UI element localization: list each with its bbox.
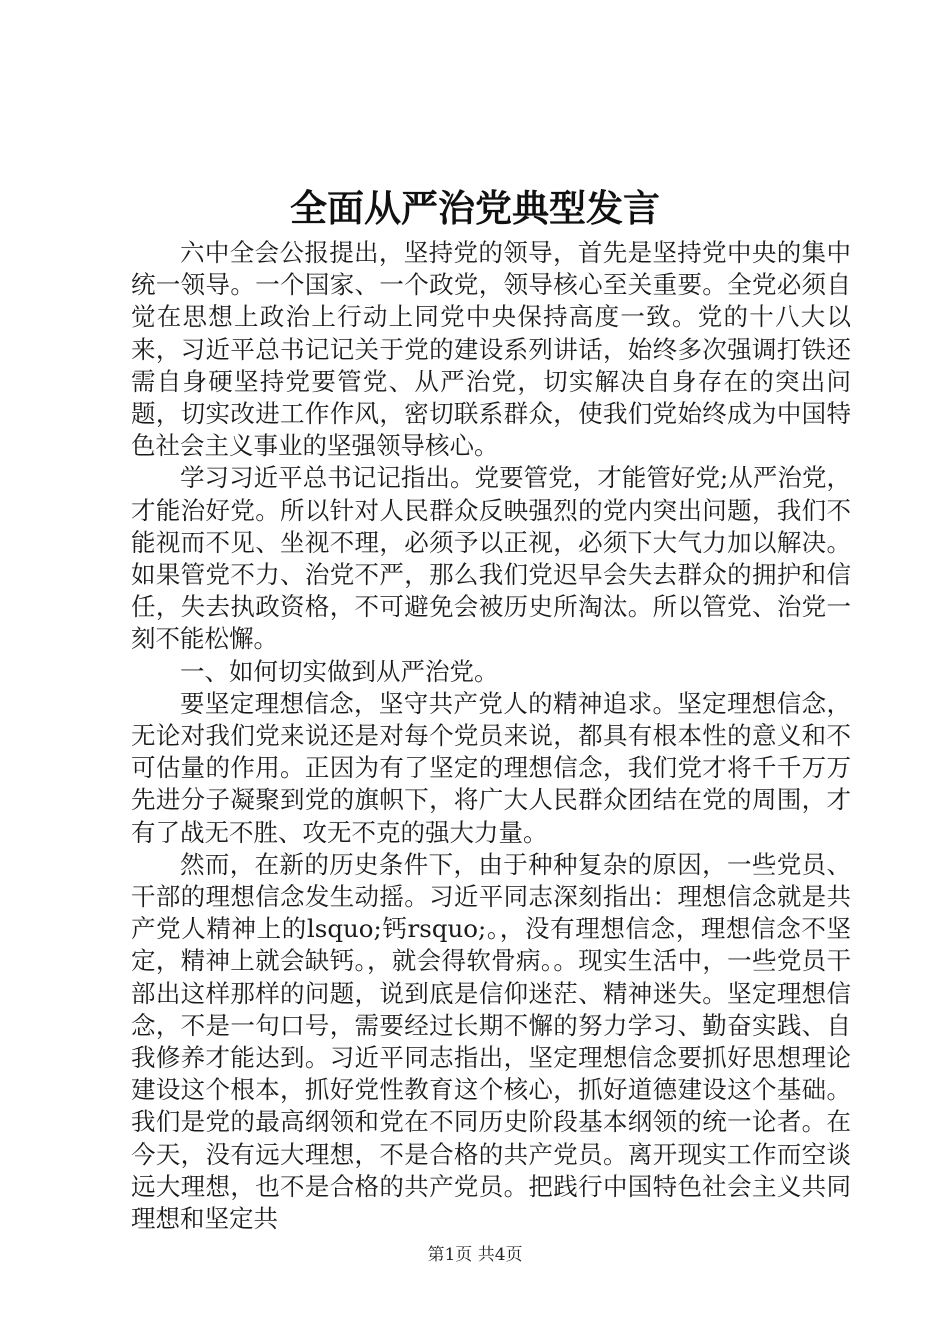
page-number-footer: 第1页 共4页 [427, 1245, 523, 1265]
document-body [131, 237, 851, 1235]
paragraph: 然而，在新的历史条件下，由于种种复杂的原因，一些党员、干部的理想信念发生动摇。习近平同志深刻指出：理想信念就是共产党人精神上的lsquo;钙rsquo;。，没有理想信念，理想信念不坚定，精神上就会缺钙。，就会得软骨病。。现实生活中，一些党员干部出这样那样的问题，说到底是信仰迷茫、精神迷失。坚定理想信念，不是一句口号，需要经过长期不懈的努力学习、勤奋实践、自我修养才能达到。习近平同志指出，坚定理想信念要抓好思想理论建设这个根本，抓好党性教育这个核心，抓好道德建设这个基础。我们是党的最高纲领和党在不同历史阶段基本纲领的统一论者。在今天，没有远大理想，不是合格的共产党员。离开现实工作而空谈远大理想，也不是合格的共产党员。把践行中国特色社会主义共同理想和坚定共 [131, 849, 851, 1234]
paragraph: 学习习近平总书记记指出。党要管党，才能管好党;从严治党，才能治好党。所以针对人民群众反映强烈的党内突出问题，我们不能视而不见、坐视不理，必须予以正视，必须下大气力加以解决。如果管党不力、治党不严，那么我们党迟早会失去群众的拥护和信任，失去执政资格，不可避免会被历史所淘汰。所以管党、治党一刻不能松懈。 [131, 463, 851, 654]
section-heading: 一、如何切实做到从严治党。 [180, 656, 499, 686]
paragraph: 六中全会公报提出，坚持党的领导，首先是坚持党中央的集中统一领导。一个国家、一个政党，领导核心至关重要。全党必须自觉在思想上政治上行动上同党中央保持高度一致。党的十八大以来，习近平总书记记关于党的建设系列讲话，始终多次强调打铁还需自身硬坚持党要管党、从严治党，切实解决自身存在的突出问题，切实改进工作作风，密切联系群众，使我们党始终成为中国特色社会主义事业的坚强领导核心。 [131, 238, 851, 461]
document-title: 全面从严治党典型发言 [290, 186, 660, 230]
paragraph: 要坚定理想信念，坚守共产党人的精神追求。坚定理想信念，无论对我们党来说还是对每个党员来说，都具有根本性的意义和不可估量的作用。正因为有了坚定的理想信念，我们党才将千千万万先进分子凝聚到党的旗帜下，将广大人民群众团结在党的周围，才有了战无不胜、攻无不克的强大力量。 [131, 688, 851, 847]
